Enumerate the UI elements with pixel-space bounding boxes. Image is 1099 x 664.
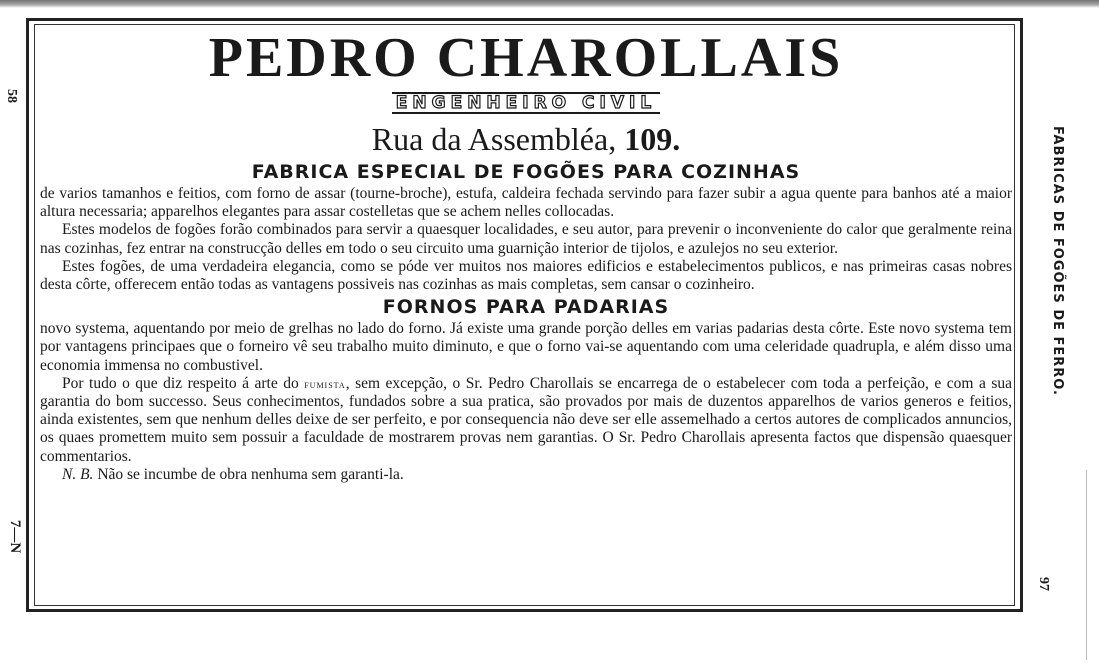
- address: [40, 119, 1012, 159]
- margin-section-title: FABRICAS DE FOGÕES DE FERRO.: [1050, 126, 1065, 396]
- stoves-paragraph-2: Estes modelos de fogões forão combinados para servir a quaesquer localidades, e seu autor, para prevenir o inconveniente do calor que geralmente reina nas cozinhas, fez entrar na construcção delles em todo o seu circuito uma guarnição interior de tijolos, e azulejos no seu exterior.: [40, 221, 1012, 257]
- advertiser-name: PEDRO CHAROLLAIS: [208, 27, 844, 89]
- section-heading-ovens: FORNOS PARA PADARIAS: [382, 296, 670, 319]
- ovens-p2-term: fumista: [304, 376, 346, 391]
- margin-page-marker: 58: [4, 89, 19, 103]
- page-edge-line: [1086, 470, 1087, 660]
- stoves-paragraph-1: de varios tamanhos e feitios, com forno de assar (tourne-broche), estufa, caldeira fechada servindo para fazer subir a agua quente para banhos até a maior altura necessaria; apparelhos elegantes para assar costelletas que se achem nelles collocadas.: [40, 185, 1012, 221]
- ovens-paragraph-2: [40, 375, 1012, 466]
- profession-banner: [40, 91, 1012, 117]
- ovens-p2-rest: , sem excepção, o Sr. Pedro Charollais se encarrega de o estabelecer com toda a perfeição, e com a sua garantia do bom successo. Seus conhecimentos, fundados sobre a sua pratica, são provados por mais de duzentos apparelhos de varios generos e feitios, ainda existentes, sem que nenhum delles deixe de ser perfeito, e por consequencia não deve ser elle assemelhado a certos autores de complicados annuncios, os quaes promettem muito sem possuir a faculdade de mostrarem provas nem garantias. O Sr. Pedro Charollais apresenta factos que dispensão quaesquer commentarios.: [40, 374, 1012, 465]
- address-number: 109.: [624, 121, 681, 157]
- scan-top-edge: [0, 0, 1099, 8]
- nota-bene-text: Não se incumbe de obra nenhuma sem garanti-la.: [93, 465, 404, 483]
- section-heading-stoves: FABRICA ESPECIAL DE FOGÕES PARA COZINHAS: [251, 161, 801, 183]
- ovens-p2-start: Por tudo o que diz respeito á arte do: [62, 374, 305, 392]
- stoves-paragraph-3: Estes fogões, de uma verdadeira elegancia, como se póde ver muitos nos maiores edificios e estabelecimentos publicos, e nas primeiras casas nobres desta côrte, offerecem então todas as vantagens possiveis nas cozinhas as mais completas, sem cansar o cozinheiro.: [40, 257, 1012, 294]
- nota-bene: [40, 466, 1012, 484]
- advertisement: [40, 24, 1012, 484]
- margin-signature-mark: 7—N: [7, 519, 24, 554]
- profession-text: ENGENHEIRO CIVIL: [392, 92, 660, 114]
- nota-bene-label: N. B.: [62, 465, 94, 483]
- margin-page-number: 97: [1036, 577, 1051, 591]
- address-street: Rua da Assembléa,: [371, 121, 625, 157]
- ovens-paragraph-1: novo systema, aquentando por meio de grelhas no lado do forno. Já existe uma grande porção delles em varias padarias desta côrte. Este novo systema tem por vantagens principaes que o forneiro vê seu trabalho muito diminuto, e que o forno vai-se aquentando com uma celeridade quadrupla, e além disso uma economia immensa no combustivel.: [40, 320, 1012, 374]
